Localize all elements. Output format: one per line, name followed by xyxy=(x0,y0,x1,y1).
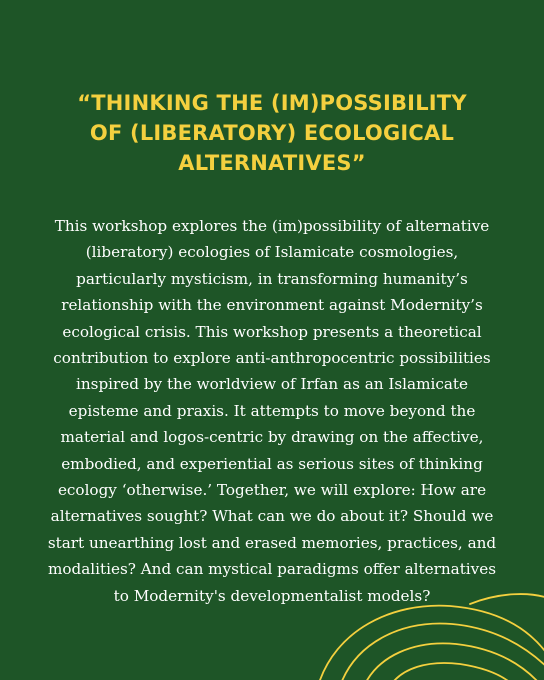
description-line: relationship with the environment against Modernity’s xyxy=(61,296,483,315)
description-line: modalities? And can mystical paradigms offer alternatives xyxy=(47,560,497,579)
workshop-description xyxy=(24,213,520,609)
description-line: to Modernity's developmentalist models? xyxy=(113,586,431,605)
description-line: ecological crisis. This workshop presents a theoretical xyxy=(62,322,482,341)
title-line: ALTERNATIVES” xyxy=(178,151,366,175)
wave-line-3 xyxy=(364,643,540,680)
wave-line-4 xyxy=(390,663,514,680)
description-line: episteme and praxis. It attempts to move beyond the xyxy=(68,401,476,420)
title-line: “THINKING THE (IM)POSSIBILITY xyxy=(77,91,467,115)
description-line: particularly mysticism, in transforming humanity’s xyxy=(76,269,468,288)
description-line: ecology ‘otherwise.’ Together, we will explore: How are xyxy=(57,481,487,500)
description-line: material and logos-centric by drawing on the affective, xyxy=(60,428,484,447)
workshop-title xyxy=(30,88,514,178)
description-line: This workshop explores the (im)possibility of alternative xyxy=(54,217,490,235)
description-line: contribution to explore anti-anthropocentric possibilities xyxy=(53,349,491,368)
description-line: (liberatory) ecologies of Islamicate cosmologies, xyxy=(85,243,459,262)
title-line: OF (LIBERATORY) ECOLOGICAL xyxy=(89,121,455,145)
description-line: inspired by the worldview of Irfan as an Islamicate xyxy=(76,375,468,394)
wave-line-1 xyxy=(318,606,544,680)
description-line: embodied, and experiential as serious sites of thinking xyxy=(61,454,483,473)
wave-line-2 xyxy=(340,624,544,680)
description-line: alternatives sought? What can we do about it? Should we xyxy=(50,507,494,526)
description-line: start unearthing lost and erased memories, practices, and xyxy=(47,533,497,552)
